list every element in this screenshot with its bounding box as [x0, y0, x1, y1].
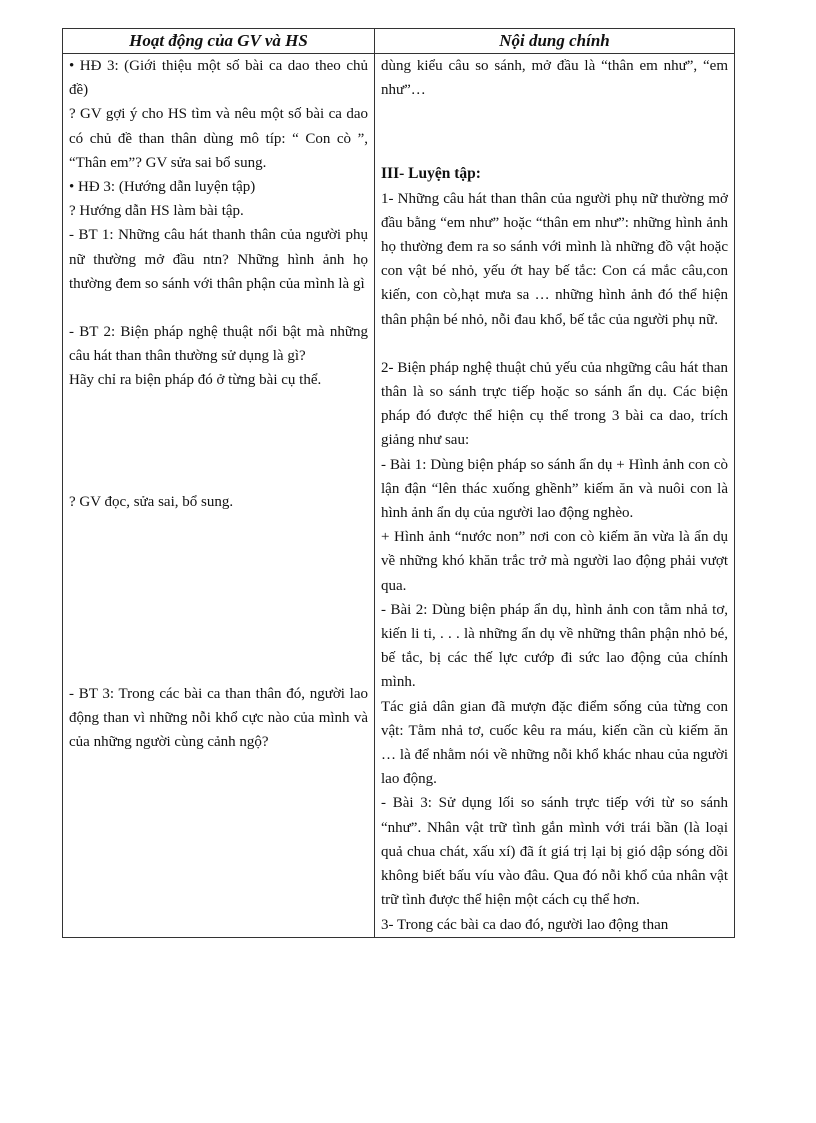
table-header-row	[63, 29, 735, 54]
answer-2-poem-3: - Bài 3: Sử dụng lối so sánh trực tiếp với từ so sánh “như”. Nhân vật trữ tình gắn mình với trái bần (là loại quả chua chát, xấu xí) đã ít giá trị lại bị gió dập sóng dồi không biết bấu víu vào đâu. Qua đó nỗi khổ của nhân vật trữ tình được thể hiện một cách cụ thể hơn.	[381, 795, 728, 909]
answer-2-poem-2: - Bài 2: Dùng biện pháp ẩn dụ, hình ảnh con tằm nhả tơ, kiến li ti, . . . là những ẩn dụ về những thân phận nhỏ bé, bế tắc, bị các thế lực cướp đi sức lao động của chính mình.	[381, 601, 728, 691]
activity-instruct-exercises: ? Hướng dẫn HS làm bài tập.	[69, 203, 244, 220]
activity-teacher-hint: ? GV gợi ý cho HS tìm và nêu một số bài ca dao có chủ đề than thân dùng mô típ: “ Con cò ”, “Thân em”? GV sửa sai bổ sung.	[69, 106, 368, 171]
exercise-2-instruction: Hãy chỉ ra biện pháp đó ở từng bài cụ thể.	[69, 372, 322, 389]
activity-practice-guide: • HĐ 3: (Hướng dẫn luyện tập)	[69, 179, 256, 196]
answer-2-poem-2-extra: Tác giả dân gian đã mượn đặc điểm sống của từng con vật: Tằm nhả tơ, cuốc kêu ra máu, kiến cần cù kiếm ăn … là để nhằm nói về những nỗi khổ khác nhau của người lao động.	[381, 698, 728, 788]
header-teacher-student-activities: Hoạt động của GV và HS	[63, 29, 375, 54]
exercise-1-question: - BT 1: Những câu hát thanh thân của người phụ nữ thường mở đầu ntn? Những hình ảnh họ thường đem so sánh với thân phận của mình là gì	[69, 227, 368, 292]
content-column	[375, 54, 735, 938]
answer-3-start: 3- Trong các bài ca dao đó, người lao động than	[381, 916, 669, 933]
answer-1: 1- Những câu hát than thân của người phụ nữ thường mở đầu bằng “em như” hoặc “thân em như”: những hình ảnh họ thường đem ra so sánh với mình là những đồ vật hoặc con vật bé nhỏ, yếu ớt hay bế tắc: Con cá mắc câu,con kiến, con cò,hạt mưa sa … những hình ảnh đó thể hiện thân phận bé nhỏ, nỗi đau khổ, bế tắc của người phụ nữ.	[381, 190, 728, 328]
answer-2-poem-1-extra: + Hình ảnh “nước non” nơi con cò kiếm ăn vừa là ẩn dụ về những khó khăn trắc trở mà người lao động phải vượt qua.	[381, 529, 728, 594]
exercise-3-question: - BT 3: Trong các bài ca than thân đó, người lao động than vì những nỗi khổ cực nào của mình và của những người cùng cảnh ngộ?	[69, 685, 368, 751]
teacher-review-note: ? GV đọc, sửa sai, bổ sung.	[69, 493, 234, 510]
answer-2-poem-1: - Bài 1: Dùng biện pháp so sánh ẩn dụ + Hình ảnh con cò lận đận “lên thác xuống ghềnh” kiếm ăn và nuôi con là hình ảnh ẩn dụ của người lao động nghèo.	[381, 456, 728, 522]
answer-2: 2- Biện pháp nghệ thuật chủ yếu của nhgững câu hát than thân là so sánh trực tiếp hoặc so sánh ẩn dụ. Các biện pháp đó được thể hiện cụ thể trong 3 bài ca dao, trích giảng như sau:	[381, 359, 728, 449]
table-row	[63, 54, 735, 938]
header-main-content: Nội dung chính	[375, 29, 735, 54]
practice-heading: III- Luyện tập:	[381, 165, 481, 183]
activities-column	[63, 54, 375, 938]
exercise-2-question: - BT 2: Biện pháp nghệ thuật nổi bật mà những câu hát than thân thường sử dụng là gì?	[69, 324, 368, 365]
activity-intro-folk-songs: • HĐ 3: (Giới thiệu một số bài ca dao theo chủ đề)	[69, 58, 368, 99]
content-continuation: dùng kiểu câu so sánh, mở đầu là “thân em như”, “em như”…	[381, 58, 728, 99]
lesson-table	[62, 28, 735, 938]
